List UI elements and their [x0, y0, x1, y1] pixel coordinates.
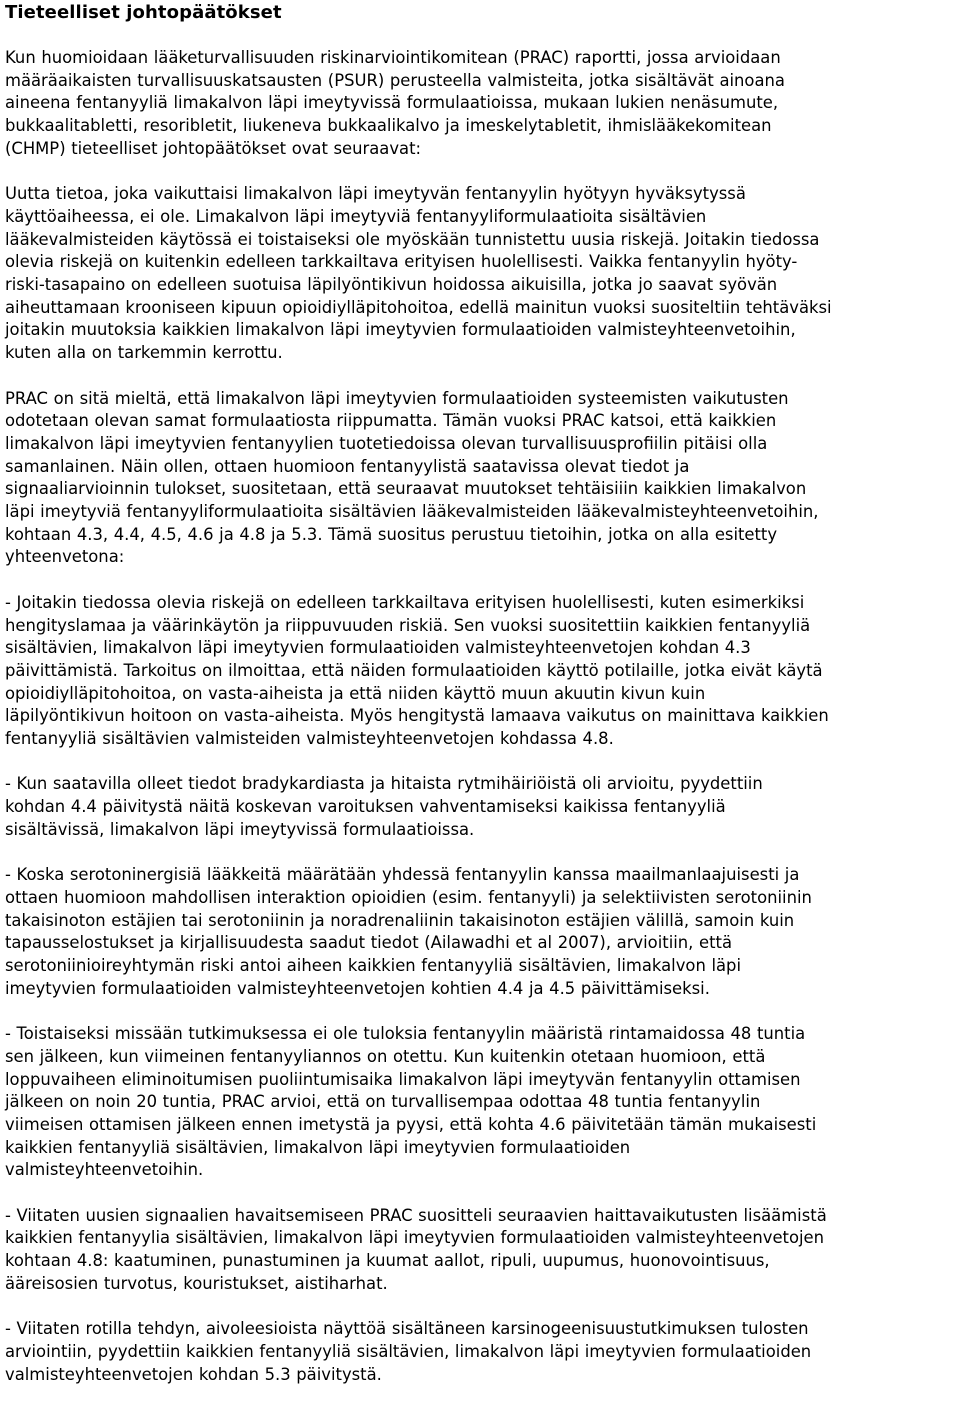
- list-item-serotonergic: - Koska serotoninergisiä lääkkeitä määrätään yhdessä fentanyylin kanssa maailmanlaajuisesti ja ottaen huomioon mahdollisen interaktion opioidien (esim. fentanyyli) ja selektiivisten serotoniinin takaisinoton estäjien tai serotoniinin ja noradrenaliinin takaisinoton estäjien välillä, samoin kuin tapausselostukset ja kirjallisuudesta saadut tiedot (Ailawadhi et al 2007), arvioitiin, että serotoniinioireyhtymän riski antoi aiheen kaikkien fentanyyliä sisältävien, limakalvon läpi imeytyvien formulaatioiden valmisteyhteenvetojen kohtien 4.4 ja 4.5 päivittämiseksi.: [5, 865, 812, 998]
- paragraph-intro: Kun huomioidaan lääketurvallisuuden riskinarviointikomitean (PRAC) raportti, jossa arvioidaan määräaikaisten turvallisuuskatsausten (PSUR) perusteella valmisteita, jotka sisältävät ainoana aineena fentanyyliä limakalvon läpi imeytyvissä formulaatioissa, mukaan lukien nenäsumute, bukkaalitabletti, resoribletit, liukeneva bukkaalikalvo ja imeskelytabletit, ihmislääkekomitean (CHMP) tieteelliset johtopäätökset ovat seuraavat:: [5, 48, 785, 158]
- list-item-adverse-reactions: - Viitaten uusien signaalien havaitsemiseen PRAC suositteli seuraavien haittavaikutusten lisäämistä kaikkien fentanyylia sisältävien, limakalvon läpi imeytyvien formulaatioiden valmisteyhteenvetojen kohtaan 4.8: kaatuminen, punastuminen ja kuumat aallot, ripuli, uupumus, huonovointisuus, ääreisosien turvotus, kouristukset, aistiharhat.: [5, 1205, 827, 1293]
- paragraph-new-information: Uutta tietoa, joka vaikuttaisi limakalvon läpi imeytyvän fentanyylin hyötyyn hyväksytyssä käyttöaiheessa, ei ole. Limakalvon läpi imeytyviä fentanyyliformulaatioita sisältävien lääkevalmisteiden käytössä ei toistaiseksi ole myöskään tunnistettu uusia riskejä. Joitakin tiedossa olevia riskejä on kuitenkin edelleen tarkkailtava erityisen huolellisesti. Vaikka fentanyylin hyöty- riski-tasapaino on edelleen suotuisa läpilyöntikivun hoidossa aikuisilla, jotka jo saavat syövän aiheuttamaan krooniseen kipuun opioidiylläpitohoitoa, edellä mainitun vuoksi suositeltiin tehtäväksi joitakin muutoksia kaikkien limakalvon läpi imeytyvien formulaatioiden valmisteyhteenvetoihin, kuten alla on tarkemmin kerrottu.: [5, 184, 832, 363]
- document-title: Tieteelliset johtopäätökset: [5, 2, 282, 23]
- list-item-breastfeeding: - Toistaiseksi missään tutkimuksessa ei ole tuloksia fentanyylin määristä rintamaidossa 48 tuntia sen jälkeen, kun viimeinen fentanyyliannos on otettu. Kun kuitenkin otetaan huomioon, että loppuvaiheen eliminoitumisen puoliintumisaika limakalvon läpi imeytyvän fentanyylin ottamisen jälkeen on noin 20 tuntia, PRAC arvioi, että on turvallisempaa odottaa 48 tuntia fentanyylin viimeisen ottamisen jälkeen ennen imetystä ja pyysi, että kohta 4.6 päivitetään tämän mukaisesti kaikkien fentanyyliä sisältävien, limakalvon läpi imeytyvien formulaatioiden valmisteyhteenvetoihin.: [5, 1024, 817, 1180]
- list-item-carcinogenicity: - Viitaten rotilla tehdyn, aivoleesioista näyttöä sisältäneen karsinogeenisuustutkimuksen tulosten arviointiin, pyydettiin kaikkien fentanyyliä sisältävien, limakalvon läpi imeytyvien formulaatioiden valmisteyhteenvetojen kohdan 5.3 päivitystä.: [5, 1319, 812, 1384]
- list-item-known-risks: - Joitakin tiedossa olevia riskejä on edelleen tarkkailtava erityisen huolellisesti, kuten esimerkiksi hengityslamaa ja väärinkäytön ja riippuvuuden riskiä. Sen vuoksi suositettiin kaikkien fentanyyliä sisältävien, limakalvon läpi imeytyvien formulaatioiden valmisteyhteenvetojen kohdan 4.3 päivittämistä. Tarkoitus on ilmoittaa, että näiden formulaatioiden käyttö potilaille, jotka eivät käytä opioidiylläpitohoitoa, on vasta-aiheista ja että niiden käyttö muun akuutin kivun kuin läpilyöntikivun hoitoon on vasta-aiheista. Myös hengitystä lamaava vaikutus on mainittava kaikkien fentanyyliä sisältävien valmisteiden valmisteyhteenvetojen kohdassa 4.8.: [5, 592, 829, 749]
- list-item-bradycardia: - Kun saatavilla olleet tiedot bradykardiasta ja hitaista rytmihäiriöistä oli arvioitu, pyydettiin kohdan 4.4 päivitystä näitä koskevan varoituksen vahventamiseksi kaikissa fentanyyliä sisältävissä, limakalvon läpi imeytyvissä formulaatioissa.: [5, 774, 763, 839]
- paragraph-prac-opinion: PRAC on sitä mieltä, että limakalvon läpi imeytyvien formulaatioiden systeemisten vaikutusten odotetaan olevan samat formulaatiosta riippumatta. Tämän vuoksi PRAC katsoi, että kaikkien limakalvon läpi imeytyvien fentanyylien tuotetiedoissa olevan turvallisuusprofiilin pitäisi olla samanlainen. Näin ollen, ottaen huomioon fentanyylistä saatavissa olevat tiedot ja signaaliarvioinnin tulokset, suositetaan, että seuraavat muutokset tehtäisiiin kaikkien limakalvon läpi imeytyviä fentanyyliformulaatioita sisältävien lääkevalmisteiden lääkevalmisteyhteenvetoihin, kohtaan 4.3, 4.4, 4.5, 4.6 ja 4.8 ja 5.3. Tämä suositus perustuu tietoihin, jotka on alla esitetty yhteenvetona:: [5, 388, 819, 567]
